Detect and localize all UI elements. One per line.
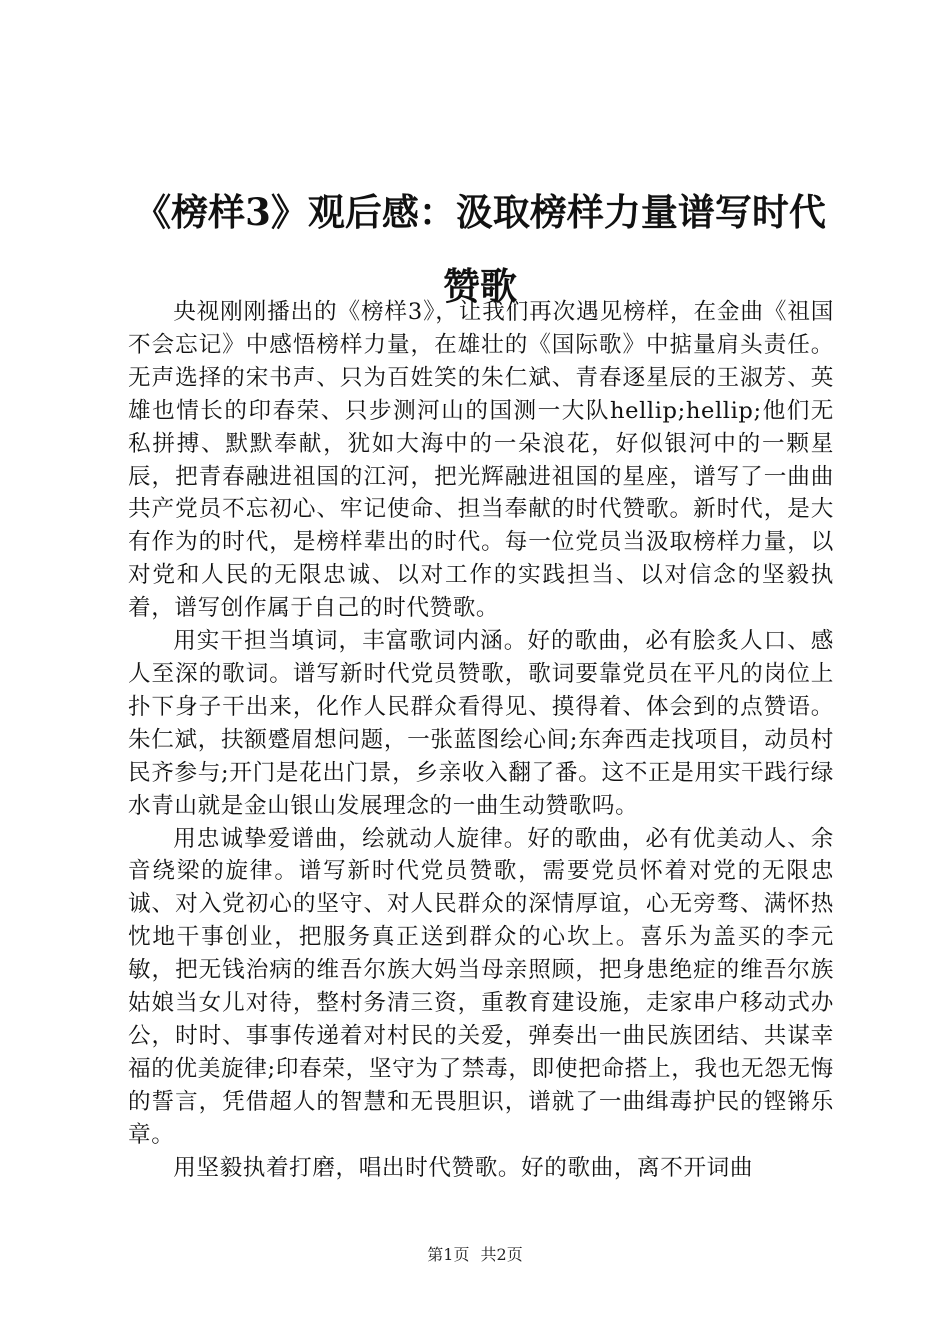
page-footer (0, 1245, 950, 1265)
paragraph: 用实干担当填词，丰富歌词内涵。好的歌曲，必有脍炙人口、感人至深的歌词。谱写新时代党员赞歌，歌词要靠党员在平凡的岗位上扑下身子干出来，化作人民群众看得见、摸得着、体会到的点赞语。朱仁斌，扶额蹙眉想问题，一张蓝图绘心间;东奔西走找项目，动员村民齐参与;开门是花出门景，乡亲收入翻了番。这不正是用实干践行绿水青山就是金山银山发展理念的一曲生动赞歌吗。 (128, 628, 834, 819)
paragraph: 用坚毅执着打磨，唱出时代赞歌。好的歌曲，离不开词曲 (173, 1154, 754, 1181)
page-number: 第1页 (427, 1245, 470, 1264)
paragraph: 央视刚刚播出的《榜样3》，让我们再次遇见榜样，在金曲《祖国不会忘记》中感悟榜样力量，在雄壮的《国际歌》中掂量肩头责任。无声选择的宋书声、只为百姓笑的朱仁斌、青春逐星辰的王淑芳、英雄也情长的印春荣、只步测河山的国测一大队hellip;hellip;他们无私拼搏、默默奉献，犹如大海中的一朵浪花，好似银河中的一颗星辰，把青春融进祖国的江河，把光辉融进祖国的星座，谱写了一曲曲共产党员不忘初心、牢记使命、担当奉献的时代赞歌。新时代，是大有作为的时代，是榜样辈出的时代。每一位党员当汲取榜样力量，以对党和人民的无限忠诚、以对工作的实践担当、以对信念的坚毅执着，谱写创作属于自己的时代赞歌。 (128, 299, 834, 622)
document-body (128, 296, 834, 1184)
page-total: 共2页 (480, 1245, 523, 1264)
document-title: 《榜样3》观后感：汲取榜样力量谱写时代赞歌 (134, 190, 826, 308)
paragraph: 用忠诚挚爱谱曲，绘就动人旋律。好的歌曲，必有优美动人、余音绕梁的旋律。谱写新时代党员赞歌，需要党员怀着对党的无限忠诚、对入党初心的坚守、对人民群众的深情厚谊，心无旁骛、满怀热忱地干事创业，把服务真正送到群众的心坎上。喜乐为盖买的李元敏，把无钱治病的维吾尔族大妈当母亲照顾，把身患绝症的维吾尔族姑娘当女儿对待，整村务清三资，重教育建设施，走家串户移动式办公，时时、事事传递着对村民的关爱，弹奏出一曲民族团结、共谋幸福的优美旋律;印春荣，坚守为了禁毒，即使把命搭上，我也无怨无悔的誓言，凭借超人的智慧和无畏胆识，谱就了一曲缉毒护民的铿锵乐章。 (128, 825, 834, 1148)
